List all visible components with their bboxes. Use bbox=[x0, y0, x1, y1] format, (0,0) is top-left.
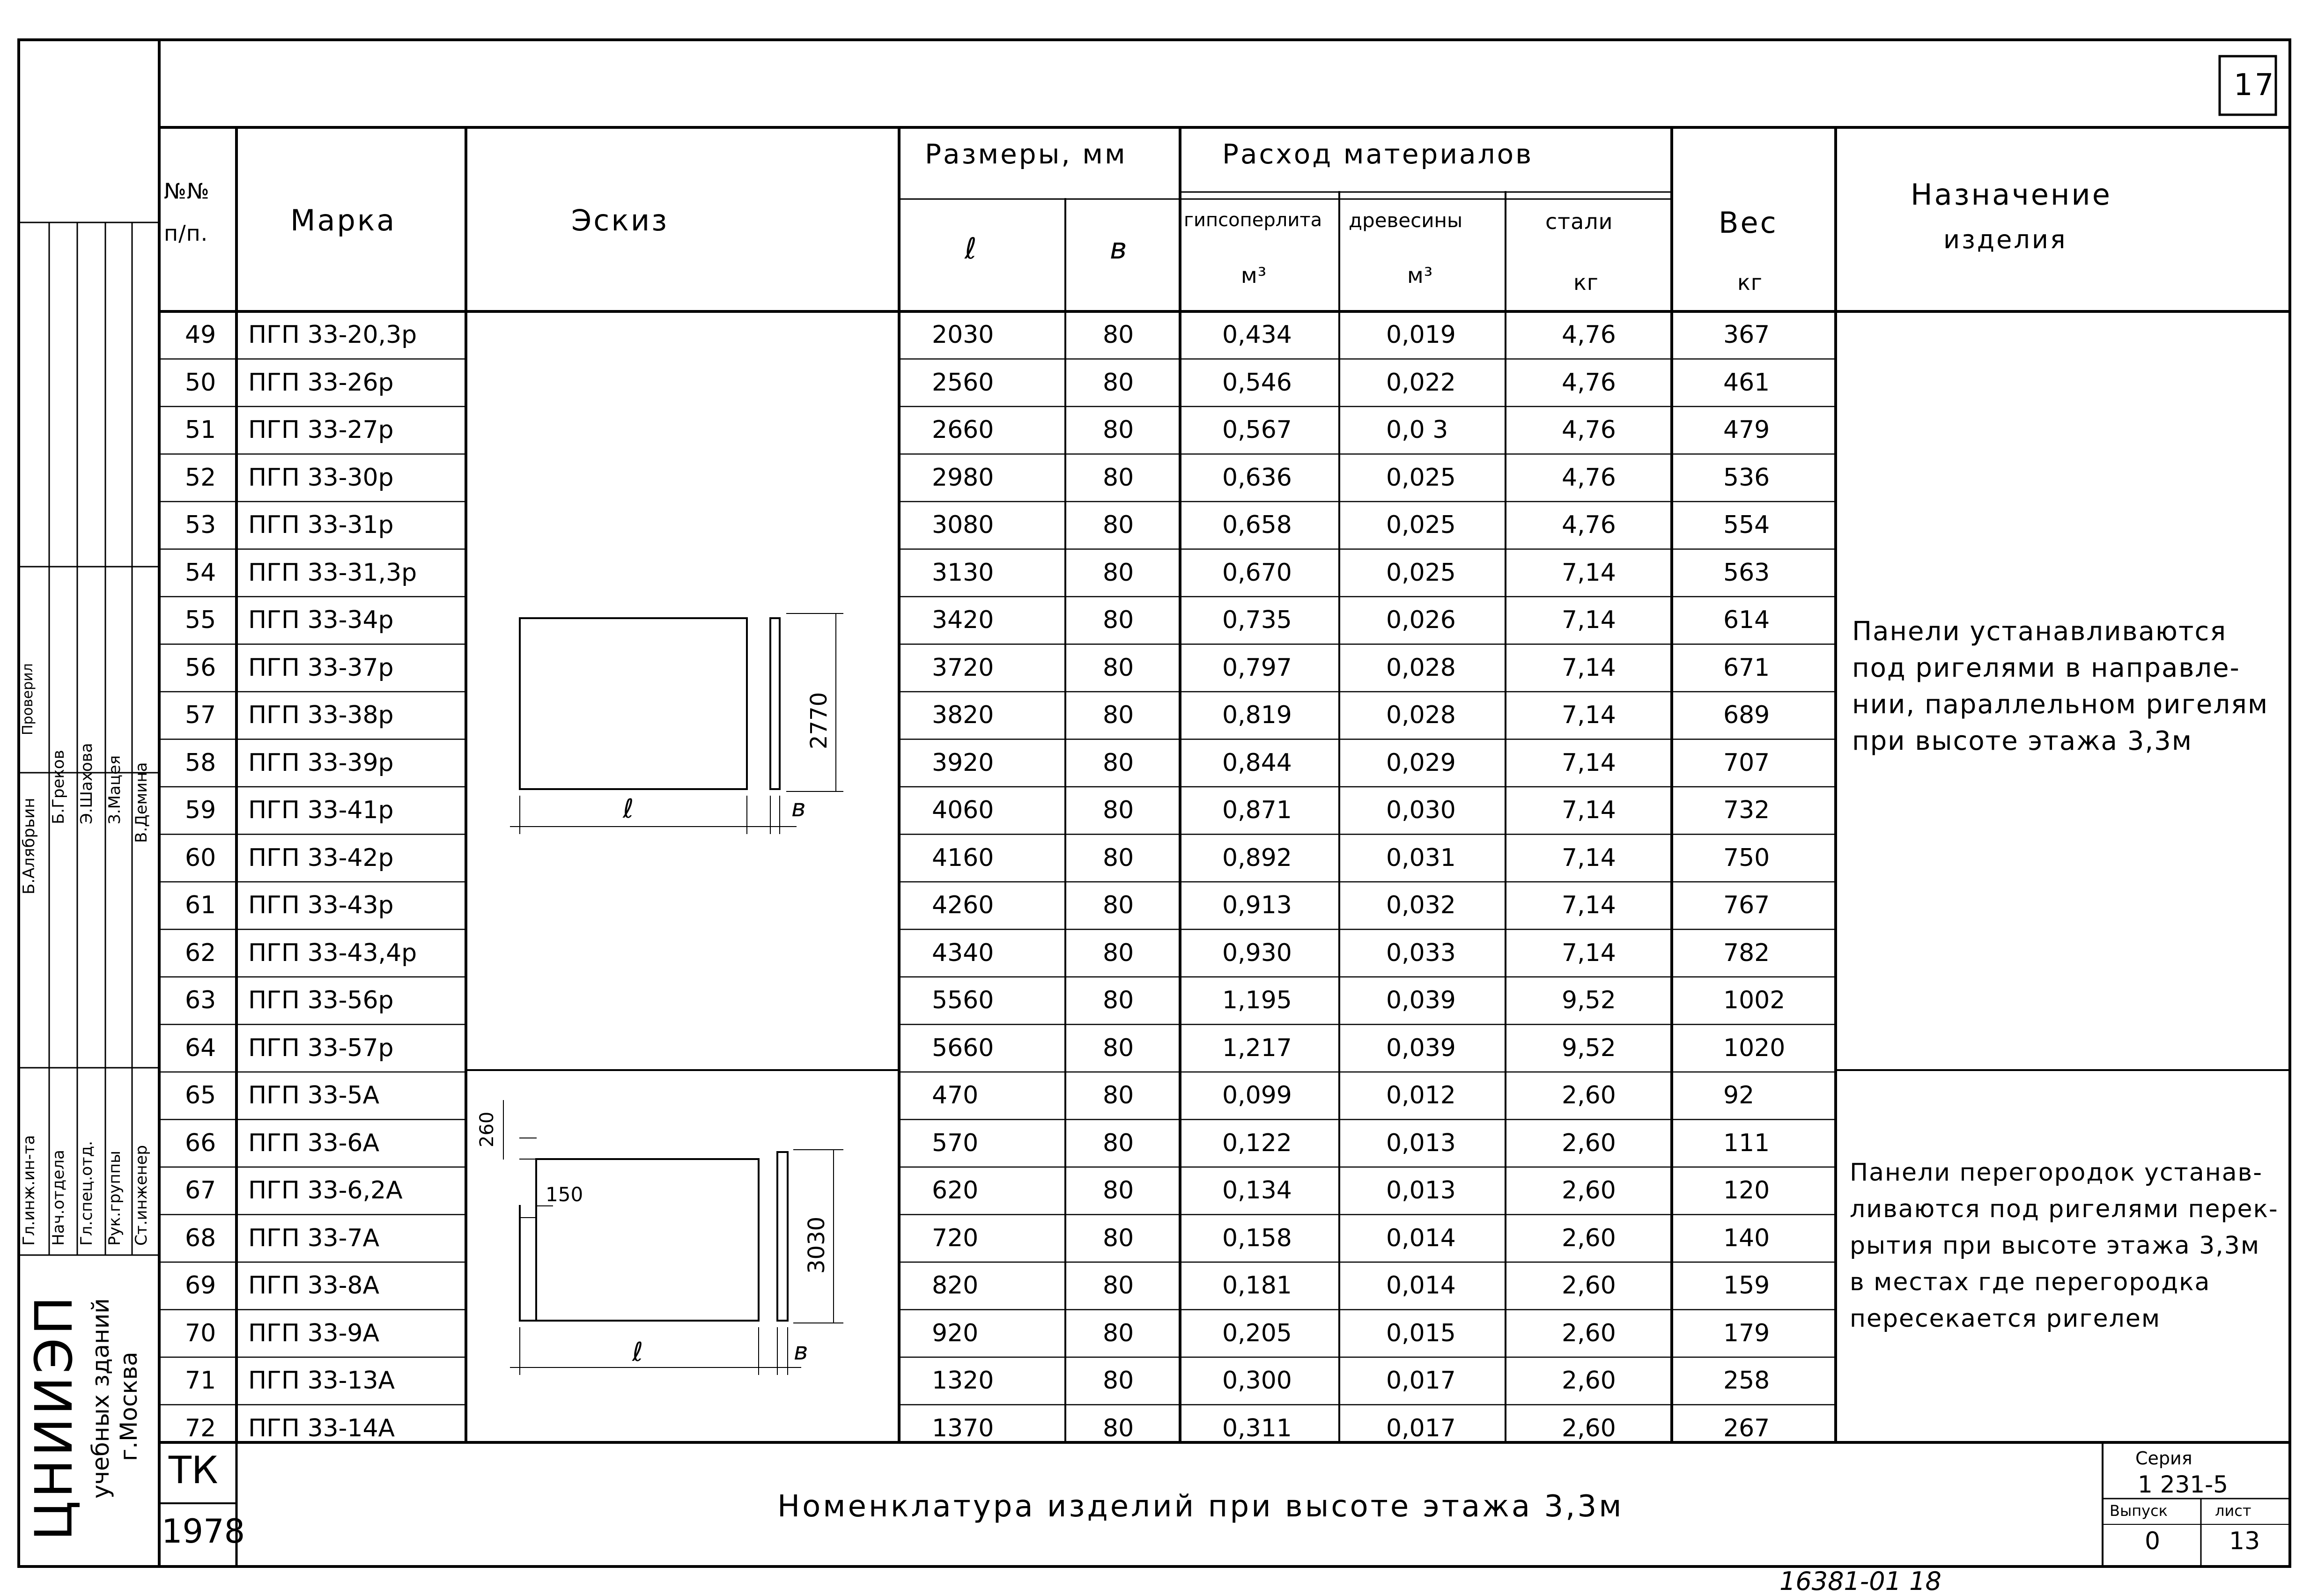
header-unit-m3-b: м³ bbox=[1407, 263, 1433, 288]
cell-l: 4260 bbox=[932, 891, 994, 919]
cell-mark: ПГП 33-14А bbox=[248, 1414, 395, 1442]
cell-wood: 0,022 bbox=[1386, 368, 1456, 397]
cell-wood: 0,019 bbox=[1386, 321, 1456, 349]
cell-b: 80 bbox=[1103, 321, 1134, 349]
cell-wood: 0,0 3 bbox=[1386, 416, 1448, 444]
cell-wood: 0,015 bbox=[1386, 1319, 1456, 1347]
cell-n: 61 bbox=[185, 891, 216, 919]
cell-gypsum: 0,158 bbox=[1222, 1224, 1292, 1252]
header-dim-b: в bbox=[1110, 231, 1129, 266]
header-materials: Расход материалов bbox=[1222, 138, 1534, 170]
cell-steel: 7,14 bbox=[1562, 748, 1616, 777]
cell-b: 80 bbox=[1103, 986, 1134, 1014]
cell-mark: ПГП 33-7А bbox=[248, 1224, 380, 1252]
cell-n: 65 bbox=[185, 1081, 216, 1109]
sketch-2-height: 3030 bbox=[804, 1216, 830, 1274]
cell-gypsum: 0,930 bbox=[1222, 938, 1292, 967]
cell-wood: 0,033 bbox=[1386, 938, 1456, 967]
cell-gypsum: 0,134 bbox=[1222, 1176, 1292, 1204]
cell-mark: ПГП 33-34р bbox=[248, 606, 394, 634]
stamp-role: Гл.инж.ин-та bbox=[20, 1135, 38, 1246]
cell-mark: ПГП 33-13А bbox=[248, 1367, 395, 1395]
cell-l: 3130 bbox=[932, 558, 994, 587]
cell-wood: 0,017 bbox=[1386, 1367, 1456, 1395]
cell-wood: 0,025 bbox=[1386, 558, 1456, 587]
header-dim-l: ℓ bbox=[965, 231, 979, 266]
sheet-label: лист bbox=[2215, 1502, 2251, 1520]
cell-weight: 267 bbox=[1723, 1414, 1770, 1442]
cell-n: 67 bbox=[185, 1176, 216, 1204]
cell-mark: ПГП 33-30р bbox=[248, 463, 394, 492]
cell-gypsum: 0,844 bbox=[1222, 748, 1292, 777]
cell-b: 80 bbox=[1103, 938, 1134, 967]
cell-mark: ПГП 33-57р bbox=[248, 1034, 394, 1062]
cell-steel: 7,14 bbox=[1562, 796, 1616, 824]
sketch-panel-2 bbox=[503, 1101, 843, 1374]
cell-l: 4340 bbox=[932, 938, 994, 967]
header-unit-kg-b: кг bbox=[1737, 270, 1763, 295]
cell-n: 54 bbox=[185, 558, 216, 587]
stamp-name: Б.Алябрьин bbox=[20, 798, 38, 894]
cell-wood: 0,028 bbox=[1386, 701, 1456, 729]
cell-weight: 563 bbox=[1723, 558, 1770, 587]
cell-steel: 2,60 bbox=[1562, 1224, 1616, 1252]
cell-gypsum: 0,871 bbox=[1222, 796, 1292, 824]
cell-mark: ПГП 33-31р bbox=[248, 511, 394, 539]
cell-mark: ПГП 33-39р bbox=[248, 748, 394, 777]
cell-weight: 689 bbox=[1723, 701, 1770, 729]
cell-n: 52 bbox=[185, 463, 216, 492]
cell-n: 71 bbox=[185, 1367, 216, 1395]
cell-n: 55 bbox=[185, 606, 216, 634]
cell-n: 56 bbox=[185, 653, 216, 682]
cell-mark: ПГП 33-41р bbox=[248, 796, 394, 824]
header-sketch: Эскиз bbox=[571, 203, 669, 237]
cell-gypsum: 0,300 bbox=[1222, 1367, 1292, 1395]
cell-steel: 7,14 bbox=[1562, 558, 1616, 587]
cell-b: 80 bbox=[1103, 1176, 1134, 1204]
cell-gypsum: 0,434 bbox=[1222, 321, 1292, 349]
header-purpose-line2: изделия bbox=[1943, 225, 2067, 254]
header-unit-m3-a: м³ bbox=[1241, 263, 1267, 288]
cell-steel: 4,76 bbox=[1562, 416, 1616, 444]
cell-l: 1370 bbox=[932, 1414, 994, 1442]
cell-n: 70 bbox=[185, 1319, 216, 1347]
cell-n: 60 bbox=[185, 843, 216, 872]
cell-n: 69 bbox=[185, 1271, 216, 1300]
cell-steel: 2,60 bbox=[1562, 1176, 1616, 1204]
purpose-2-line: в местах где перегородка bbox=[1850, 1268, 2211, 1296]
series-value: 1 231-5 bbox=[2138, 1471, 2228, 1498]
cell-mark: ПГП 33-5А bbox=[248, 1081, 380, 1109]
cell-l: 3720 bbox=[932, 653, 994, 682]
cell-weight: 120 bbox=[1723, 1176, 1770, 1204]
header-gypsum: гипсоперлита bbox=[1184, 209, 1322, 231]
cell-b: 80 bbox=[1103, 1367, 1134, 1395]
cell-weight: 258 bbox=[1723, 1367, 1770, 1395]
cell-mark: ПГП 33-26р bbox=[248, 368, 394, 397]
cell-l: 5660 bbox=[932, 1034, 994, 1062]
header-num-line2: п/п. bbox=[164, 221, 208, 246]
stamp-name: В.Демина bbox=[132, 762, 151, 843]
stamp-org: ЦНИИЭП bbox=[24, 1293, 84, 1541]
cell-l: 5560 bbox=[932, 986, 994, 1014]
cell-mark: ПГП 33-43р bbox=[248, 891, 394, 919]
stamp-name: З.Мацея bbox=[105, 755, 124, 824]
footer-title: Номенклатура изделий при высоте этажа 3,3м bbox=[777, 1489, 1624, 1524]
cell-weight: 767 bbox=[1723, 891, 1770, 919]
cell-steel: 4,76 bbox=[1562, 511, 1616, 539]
cell-gypsum: 0,670 bbox=[1222, 558, 1292, 587]
sheet-number: 17 bbox=[2234, 68, 2276, 103]
cell-wood: 0,012 bbox=[1386, 1081, 1456, 1109]
cell-n: 51 bbox=[185, 416, 216, 444]
purpose-1-line: под ригелями в направле- bbox=[1852, 653, 2240, 683]
cell-gypsum: 0,567 bbox=[1222, 416, 1292, 444]
cell-gypsum: 1,217 bbox=[1222, 1034, 1292, 1062]
header-num-line1: №№ bbox=[164, 178, 210, 204]
cell-wood: 0,030 bbox=[1386, 796, 1456, 824]
cell-mark: ПГП 33-8А bbox=[248, 1271, 380, 1300]
cell-wood: 0,025 bbox=[1386, 463, 1456, 492]
cell-n: 50 bbox=[185, 368, 216, 397]
cell-l: 3080 bbox=[932, 511, 994, 539]
header-wood: древесины bbox=[1349, 209, 1463, 232]
cell-weight: 92 bbox=[1723, 1081, 1755, 1109]
cell-steel: 2,60 bbox=[1562, 1081, 1616, 1109]
cell-mark: ПГП 33-20,3р bbox=[248, 321, 417, 349]
cell-b: 80 bbox=[1103, 558, 1134, 587]
cell-mark: ПГП 33-38р bbox=[248, 701, 394, 729]
cell-b: 80 bbox=[1103, 1414, 1134, 1442]
cell-weight: 461 bbox=[1723, 368, 1770, 397]
cell-b: 80 bbox=[1103, 368, 1134, 397]
cell-gypsum: 0,819 bbox=[1222, 701, 1292, 729]
cell-b: 80 bbox=[1103, 796, 1134, 824]
cell-steel: 2,60 bbox=[1562, 1367, 1616, 1395]
cell-wood: 0,039 bbox=[1386, 1034, 1456, 1062]
cell-b: 80 bbox=[1103, 748, 1134, 777]
footer-year: 1978 bbox=[162, 1512, 245, 1551]
cell-n: 68 bbox=[185, 1224, 216, 1252]
cell-l: 1320 bbox=[932, 1367, 994, 1395]
footer-tk: ТК bbox=[169, 1448, 218, 1492]
purpose-note-2 bbox=[1850, 1154, 2279, 1337]
archive-number: 16381-01 18 bbox=[1779, 1566, 1941, 1596]
cell-weight: 1002 bbox=[1723, 986, 1786, 1014]
cell-wood: 0,029 bbox=[1386, 748, 1456, 777]
header-mark: Марка bbox=[290, 203, 397, 237]
stamp-name: Э.Шахова bbox=[77, 743, 96, 824]
cell-n: 49 bbox=[185, 321, 216, 349]
cell-b: 80 bbox=[1103, 1224, 1134, 1252]
purpose-2-line: пересекается ригелем bbox=[1850, 1305, 2161, 1333]
cell-steel: 9,52 bbox=[1562, 1034, 1616, 1062]
cell-weight: 159 bbox=[1723, 1271, 1770, 1300]
cell-gypsum: 0,797 bbox=[1222, 653, 1292, 682]
cell-l: 4060 bbox=[932, 796, 994, 824]
cell-weight: 536 bbox=[1723, 463, 1770, 492]
cell-mark: ПГП 33-6А bbox=[248, 1129, 380, 1157]
cell-mark: ПГП 33-42р bbox=[248, 843, 394, 872]
cell-mark: ПГП 33-37р bbox=[248, 653, 394, 682]
cell-n: 58 bbox=[185, 748, 216, 777]
cell-b: 80 bbox=[1103, 891, 1134, 919]
purpose-1-line: при высоте этажа 3,3м bbox=[1852, 726, 2193, 756]
purpose-2-line: рытия при высоте этажа 3,3м bbox=[1850, 1232, 2260, 1260]
cell-gypsum: 0,311 bbox=[1222, 1414, 1292, 1442]
purpose-note-1 bbox=[1852, 613, 2268, 760]
cell-weight: 732 bbox=[1723, 796, 1770, 824]
cell-steel: 7,14 bbox=[1562, 701, 1616, 729]
cell-wood: 0,017 bbox=[1386, 1414, 1456, 1442]
cell-b: 80 bbox=[1103, 416, 1134, 444]
cell-mark: ПГП 33-43,4р bbox=[248, 938, 417, 967]
cell-b: 80 bbox=[1103, 463, 1134, 492]
cell-l: 470 bbox=[932, 1081, 979, 1109]
header-steel: стали bbox=[1545, 209, 1613, 234]
series-label: Серия bbox=[2135, 1448, 2192, 1469]
sketch-2-notch-width: 150 bbox=[546, 1183, 583, 1206]
cell-b: 80 bbox=[1103, 1081, 1134, 1109]
cell-l: 3420 bbox=[932, 606, 994, 634]
cell-steel: 7,14 bbox=[1562, 843, 1616, 872]
cell-gypsum: 0,658 bbox=[1222, 511, 1292, 539]
sketch-1-thickness: в bbox=[791, 794, 806, 822]
cell-l: 3920 bbox=[932, 748, 994, 777]
header-dims: Размеры, мм bbox=[925, 138, 1127, 170]
cell-wood: 0,031 bbox=[1386, 843, 1456, 872]
cell-l: 2560 bbox=[932, 368, 994, 397]
cell-wood: 0,013 bbox=[1386, 1176, 1456, 1204]
header-unit-kg-a: кг bbox=[1573, 270, 1599, 295]
sheet-value: 13 bbox=[2229, 1527, 2260, 1555]
cell-b: 80 bbox=[1103, 606, 1134, 634]
cell-l: 3820 bbox=[932, 701, 994, 729]
cell-n: 59 bbox=[185, 796, 216, 824]
cell-weight: 782 bbox=[1723, 938, 1770, 967]
stamp-role: Ст.инженер bbox=[132, 1145, 151, 1246]
purpose-1-line: Панели устанавливаются bbox=[1852, 616, 2227, 647]
cell-l: 720 bbox=[932, 1224, 979, 1252]
cell-weight: 554 bbox=[1723, 511, 1770, 539]
sketch-1-height: 2770 bbox=[806, 692, 832, 749]
cell-gypsum: 0,913 bbox=[1222, 891, 1292, 919]
cell-gypsum: 0,122 bbox=[1222, 1129, 1292, 1157]
cell-gypsum: 0,735 bbox=[1222, 606, 1292, 634]
cell-l: 4160 bbox=[932, 843, 994, 872]
cell-steel: 2,60 bbox=[1562, 1129, 1616, 1157]
cell-gypsum: 1,195 bbox=[1222, 986, 1292, 1014]
cell-b: 80 bbox=[1103, 701, 1134, 729]
cell-l: 2030 bbox=[932, 321, 994, 349]
cell-weight: 750 bbox=[1723, 843, 1770, 872]
cell-b: 80 bbox=[1103, 1271, 1134, 1300]
cell-gypsum: 0,546 bbox=[1222, 368, 1292, 397]
cell-weight: 111 bbox=[1723, 1129, 1770, 1157]
cell-b: 80 bbox=[1103, 1319, 1134, 1347]
sketch-2-length: ℓ bbox=[632, 1337, 643, 1367]
cell-l: 2660 bbox=[932, 416, 994, 444]
cell-steel: 9,52 bbox=[1562, 986, 1616, 1014]
cell-steel: 7,14 bbox=[1562, 606, 1616, 634]
cell-gypsum: 0,636 bbox=[1222, 463, 1292, 492]
cell-weight: 614 bbox=[1723, 606, 1770, 634]
cell-b: 80 bbox=[1103, 511, 1134, 539]
cell-l: 620 bbox=[932, 1176, 979, 1204]
issue-label: Выпуск bbox=[2110, 1502, 2168, 1520]
cell-steel: 2,60 bbox=[1562, 1414, 1616, 1442]
cell-wood: 0,014 bbox=[1386, 1224, 1456, 1252]
cell-weight: 179 bbox=[1723, 1319, 1770, 1347]
cell-steel: 2,60 bbox=[1562, 1319, 1616, 1347]
purpose-2-line: Панели перегородок устанав- bbox=[1850, 1159, 2263, 1187]
stamp-checked: Проверил bbox=[20, 663, 36, 735]
cell-steel: 7,14 bbox=[1562, 653, 1616, 682]
sketch-1-length: ℓ bbox=[623, 794, 634, 824]
cell-l: 920 bbox=[932, 1319, 979, 1347]
cell-steel: 4,76 bbox=[1562, 368, 1616, 397]
cell-steel: 7,14 bbox=[1562, 938, 1616, 967]
stamp-org-sub2: г.Москва bbox=[115, 1352, 142, 1461]
cell-n: 57 bbox=[185, 701, 216, 729]
cell-wood: 0,013 bbox=[1386, 1129, 1456, 1157]
cell-n: 72 bbox=[185, 1414, 216, 1442]
cell-mark: ПГП 33-27р bbox=[248, 416, 394, 444]
cell-gypsum: 0,892 bbox=[1222, 843, 1292, 872]
stamp-role: Гл.спец.отд. bbox=[77, 1141, 96, 1246]
cell-n: 53 bbox=[185, 511, 216, 539]
cell-mark: ПГП 33-9А bbox=[248, 1319, 380, 1347]
purpose-1-line: нии, параллельном ригелям bbox=[1852, 689, 2269, 720]
stamp-role: Нач.отдела bbox=[49, 1150, 68, 1246]
sketch-2-notch-height: 260 bbox=[476, 1111, 498, 1147]
header-purpose-line1: Назначение bbox=[1911, 177, 2112, 212]
cell-mark: ПГП 33-56р bbox=[248, 986, 394, 1014]
cell-n: 66 bbox=[185, 1129, 216, 1157]
cell-steel: 4,76 bbox=[1562, 463, 1616, 492]
cell-wood: 0,025 bbox=[1386, 511, 1456, 539]
cell-steel: 4,76 bbox=[1562, 321, 1616, 349]
cell-weight: 479 bbox=[1723, 416, 1770, 444]
cell-weight: 707 bbox=[1723, 748, 1770, 777]
cell-b: 80 bbox=[1103, 653, 1134, 682]
stamp-name: Б.Греков bbox=[49, 750, 68, 824]
cell-wood: 0,039 bbox=[1386, 986, 1456, 1014]
cell-l: 570 bbox=[932, 1129, 979, 1157]
sketch-2-thickness: в bbox=[794, 1337, 808, 1366]
cell-wood: 0,014 bbox=[1386, 1271, 1456, 1300]
cell-b: 80 bbox=[1103, 843, 1134, 872]
stamp-org-sub1: учебных зданий bbox=[87, 1298, 114, 1499]
cell-gypsum: 0,099 bbox=[1222, 1081, 1292, 1109]
cell-weight: 1020 bbox=[1723, 1034, 1786, 1062]
cell-b: 80 bbox=[1103, 1129, 1134, 1157]
cell-gypsum: 0,205 bbox=[1222, 1319, 1292, 1347]
cell-gypsum: 0,181 bbox=[1222, 1271, 1292, 1300]
cell-n: 64 bbox=[185, 1034, 216, 1062]
stamp-role: Рук.группы bbox=[105, 1151, 124, 1246]
cell-b: 80 bbox=[1103, 1034, 1134, 1062]
cell-wood: 0,026 bbox=[1386, 606, 1456, 634]
header-weight: Вес bbox=[1719, 206, 1778, 240]
cell-wood: 0,032 bbox=[1386, 891, 1456, 919]
cell-weight: 367 bbox=[1723, 321, 1770, 349]
cell-n: 63 bbox=[185, 986, 216, 1014]
cell-mark: ПГП 33-31,3р bbox=[248, 558, 417, 587]
purpose-2-line: ливаются под ригелями перек- bbox=[1850, 1195, 2279, 1223]
cell-steel: 7,14 bbox=[1562, 891, 1616, 919]
cell-weight: 671 bbox=[1723, 653, 1770, 682]
cell-n: 62 bbox=[185, 938, 216, 967]
issue-value: 0 bbox=[2145, 1527, 2161, 1555]
cell-l: 2980 bbox=[932, 463, 994, 492]
cell-weight: 140 bbox=[1723, 1224, 1770, 1252]
cell-wood: 0,028 bbox=[1386, 653, 1456, 682]
cell-l: 820 bbox=[932, 1271, 979, 1300]
cell-steel: 2,60 bbox=[1562, 1271, 1616, 1300]
cell-mark: ПГП 33-6,2А bbox=[248, 1176, 403, 1204]
